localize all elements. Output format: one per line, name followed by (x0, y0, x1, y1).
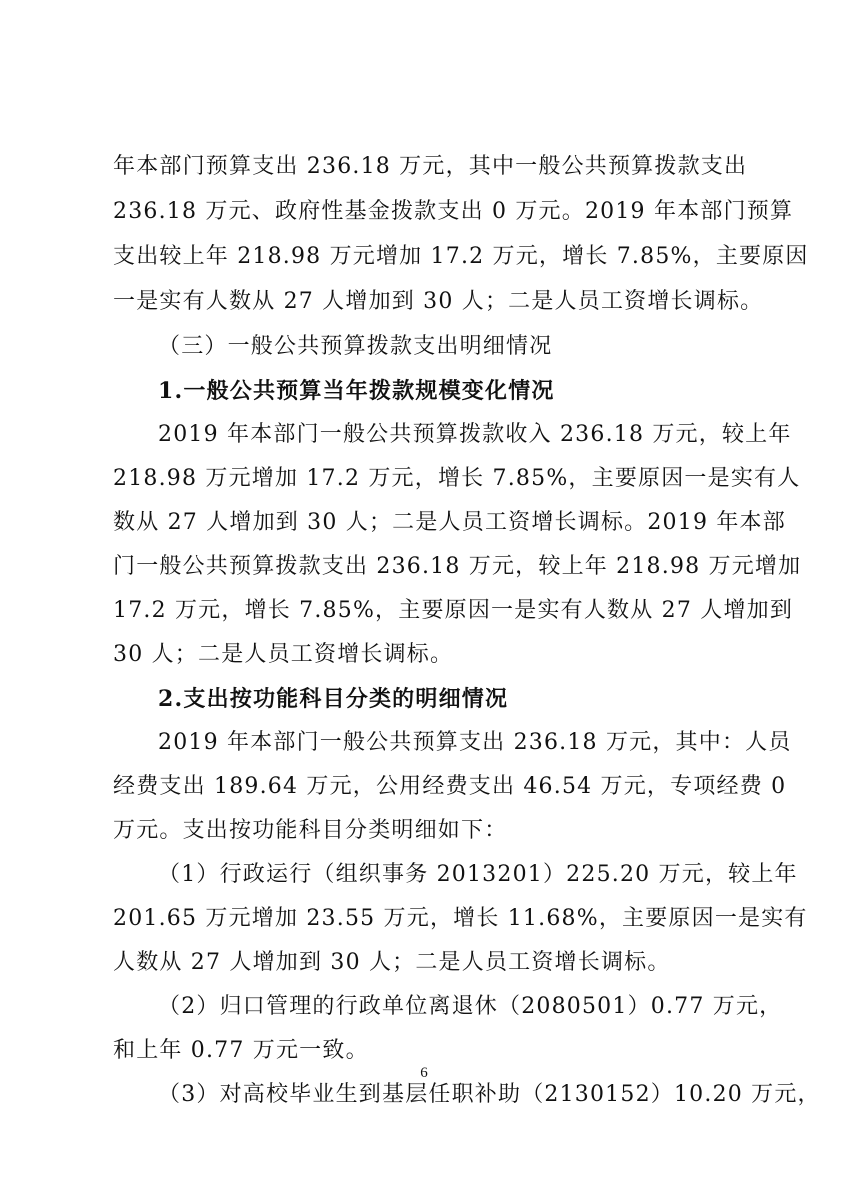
subsection-heading: 1.一般公共预算当年拨款规模变化情况 (158, 378, 555, 404)
paragraph-line: 236.18 万元、政府性基金拨款支出 0 万元。2019 年本部门预算 (113, 199, 794, 224)
paragraph-line: 门一般公共预算拨款支出 236.18 万元，较上年 218.98 万元增加 (113, 554, 802, 579)
list-item-line: （1）行政运行（组织事务 2013201）225.20 万元，较上年 (158, 862, 798, 887)
paragraph-line: 年本部门预算支出 236.18 万元，其中一般公共预算拨款支出 (113, 154, 748, 179)
subsection-heading: 2.支出按功能科目分类的明细情况 (158, 686, 509, 712)
paragraph-line: 万元。支出按功能科目分类明细如下： (113, 818, 508, 843)
section-heading: （三）一般公共预算拨款支出明细情况 (158, 334, 553, 359)
paragraph-line: 和上年 0.77 万元一致。 (113, 1038, 369, 1063)
list-item-line: （2）归口管理的行政单位离退休（2080501）0.77 万元， (158, 994, 783, 1019)
paragraph-line: 一是实有人数从 27 人增加到 30 人；二是人员工资增长调标。 (113, 289, 764, 314)
paragraph-line: 数从 27 人增加到 30 人；二是人员工资增长调标。2019 年本部 (113, 510, 786, 535)
paragraph-line: 支出较上年 218.98 万元增加 17.2 万元，增长 7.85%，主要原因 (113, 244, 809, 269)
paragraph-line: 17.2 万元，增长 7.85%，主要原因一是实有人数从 27 人增加到 (113, 598, 794, 623)
paragraph-line: 201.65 万元增加 23.55 万元，增长 11.68%，主要原因一是实有 (113, 906, 808, 931)
paragraph-line: 30 人；二是人员工资增长调标。 (113, 642, 454, 667)
paragraph-line: 经费支出 189.64 万元，公用经费支出 46.54 万元，专项经费 0 (113, 774, 787, 799)
page-number: 6 (420, 1065, 428, 1081)
paragraph-line: 2019 年本部门一般公共预算支出 236.18 万元，其中：人员 (158, 730, 792, 755)
paragraph-line: 人数从 27 人增加到 30 人；二是人员工资增长调标。 (113, 950, 671, 975)
paragraph-line: 218.98 万元增加 17.2 万元，增长 7.85%，主要原因一是实有人 (113, 466, 801, 491)
list-item-line: （3）对高校毕业生到基层任职补助（2130152）10.20 万元， (158, 1082, 821, 1107)
paragraph-line: 2019 年本部门一般公共预算拨款收入 236.18 万元，较上年 (158, 422, 792, 447)
